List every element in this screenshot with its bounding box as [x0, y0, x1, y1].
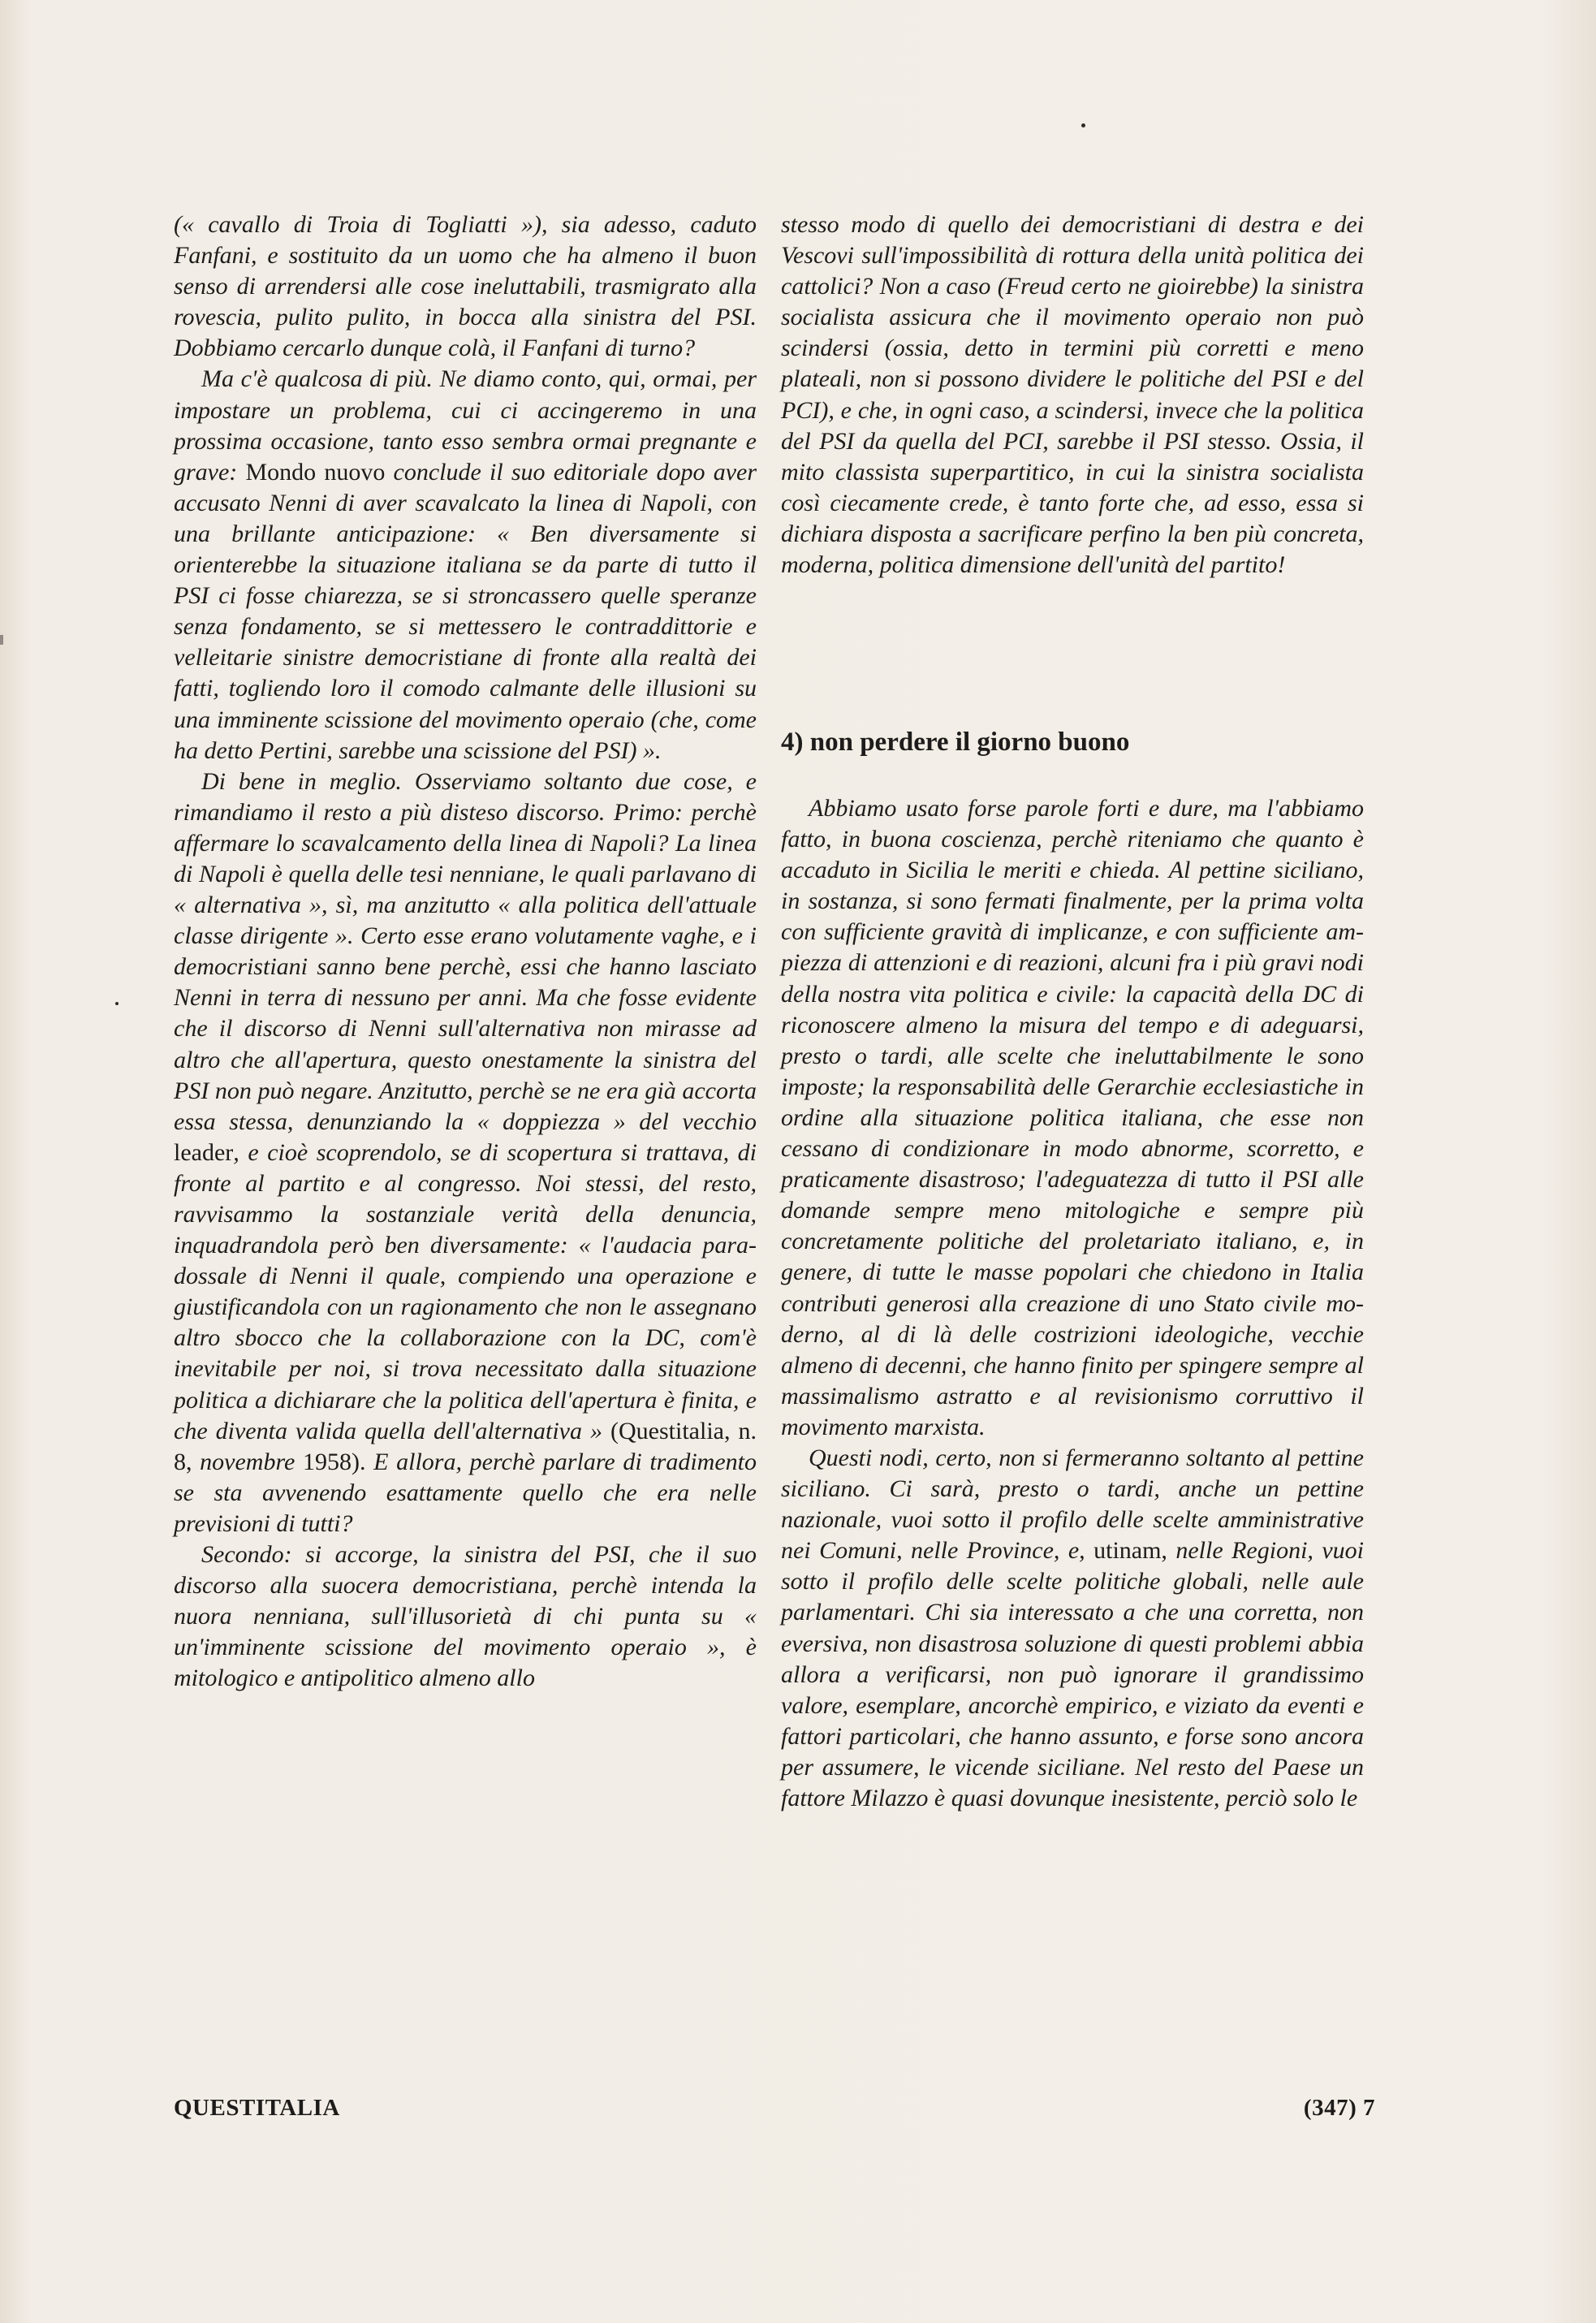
margin-mark: [0, 635, 3, 645]
left-column: [174, 209, 757, 1695]
ink-spot: [1081, 123, 1085, 127]
right-column-top: [781, 209, 1364, 581]
paragraph: Secondo: si accorge, la sinistra del PSI, che il suo discorso alla suocera democristiana, perchè intenda la nuora nenniana, sull'illusorietà di chi punta su « un'imminente scissione del movimento operaio », è mitologico e antipolitico almeno allo: [174, 1541, 757, 1692]
roman-text: leader: [174, 1138, 234, 1166]
roman-text: (Questitalia, n. 8,: [174, 1417, 757, 1475]
roman-text: 1958).: [303, 1448, 366, 1475]
ink-spot: [115, 1002, 119, 1005]
paragraph: Abbiamo usato forse parole forti e dure, ma l'abbiamo fatto, in buona coscienza, perchè riteniamo che quanto è accaduto in Sicilia le meriti e chieda. Al pettine siciliano, in sostanza, si sono fermati finalmente, per la prima volta con sufficiente gravità di implicanze, e con sufficiente ampiezza di attenzioni e di reazioni, alcuni fra i più gravi nodi della nostra vita politica e civile: la capacità della DC di riconoscere almeno la misura del tempo e di adeguarsi, presto o tardi, alle scelte che ineluttabilmente le sono imposte; la responsabilità delle Gerarchie ecclesiastiche in ordine alla situazione politica italiana, che esse non cessano di condizionare in modo abnorme, scorretto, e praticamente disastroso; l'adeguatezza di tutto il PSI alle domande sempre meno mitologiche e sempre più concretamente politiche del proletariato italiano, e, in genere, di tutte le masse popolari che chiedono in Italia contributi generosi alla creazione di uno Stato civile moderno, al di là delle costrizioni ideologiche, vecchie almeno di decenni, che hanno finito per spingere sempre al massimalismo astratto e al revisionismo corruttivo il movimento marxista.: [781, 795, 1364, 1440]
paragraph: stesso modo di quello dei democristiani di destra e dei Vescovi sull'impossibilità di rottura della unità politica dei cattolici? Non a caso (Freud certo ne gioirebbe) la sinistra socialista assicura che il movimento operaio non può scindersi (ossia, detto in termini più corretti e meno plateali, non si possono dividere le politiche del PSI e del PCI), e che, in ogni caso, a scindersi, invece che la politica del PSI da quella del PCI, sarebbe il PSI stesso. Ossia, il mito classista superpartitico, in cui la sinistra socialista così ciecamente crede, è tanto forte che, ad esso, essa si dichiara disposta a sacrificare perfino la ben più concreta, moderna, politica dimensione dell'unità del partito!: [781, 211, 1364, 579]
section-heading: 4) non perdere il giorno buono: [781, 728, 1130, 757]
paragraph: Questi nodi, certo, non si fermeranno soltanto al pettine siciliano. Ci sarà, presto o tardi, anche un pettine nazionale, vuoi sotto il profilo delle scelte amministrative nei Comuni, nelle Province, e, utinam, nelle Regioni, vuoi sotto il profilo delle scelte politiche globali, nelle aule parlamentari. Chi sia interessato a che una corretta, non eversiva, non disastrosa soluzione di questi problemi abbia allora a verificarsi, non può ignorare il grandissimo valore, esemplare, ancorchè empirico, e viziato da eventi e fattori particolari, che hanno assunto, e forse sono ancora per assumere, le vicende siciliane. Nel resto del Paese un fattore Milazzo è quasi dovunque inesistente, perciò solo le: [781, 1444, 1364, 1811]
page-number: (347) 7: [1303, 2095, 1375, 2121]
paragraph: (« cavallo di Troia di Togliatti »), sia adesso, caduto Fanfani, e sostituito da un uomo che ha almeno il buon senso di arrendersi alle cose ineluttabili, trasmigrato alla rovescia, pulito pulito, in bocca alla sinistra del PSI. Dobbiamo cercarlo dunque colà, il Fanfani di turno?: [174, 211, 757, 362]
paragraph: Di bene in meglio. Osserviamo soltanto due cose, e rimandiamo il resto a più disteso discorso. Primo: perchè affermare lo scavalcamento della linea di Napoli? La linea di Napoli è quella delle tesi nenniane, le quali parlavano di « alternativa », sì, ma anzitutto « alla politica dell'attuale classe dirigente ». Certo esse erano volutamente vaghe, e i democristiani sanno bene perchè, essi che hanno lasciato Nenni in terra di nessuno per anni. Ma che fosse evidente che il discorso di Nenni sull'alternativa non mirasse ad altro che all'apertura, questo onestamente la sinistra del PSI non può negare. Anzitutto, perchè se ne era già accorta essa stessa, denunziando la « doppiezza » del vecchio leader, e cioè scoprendolo, se di scopertura si trattava, di fronte al partito e al congresso. Noi stessi, del resto, ravvisammo la sostanziale verità della denuncia, inquadrandola però ben diversamente: « l'audacia paradossale di Nenni il quale, compiendo una operazione e giustificandola con un ragionamento che non le assegnano altro sbocco che la collaborazione con la DC, com'è inevitabile per noi, si trova necessitato dalla situazione politica a dichiarare che la politica dell'apertura è finita, e che diventa valida quella dell'alternativa » (Questitalia, n. 8, novembre 1958). E allora, perchè parlare di tradimento se sta avvenendo esattamente quello che era nelle previsioni di tutti?: [174, 767, 757, 1537]
roman-text: utinam,: [1093, 1537, 1167, 1565]
roman-text: Mondo nuovo: [245, 458, 386, 486]
publication-name: QUESTITALIA: [174, 2095, 340, 2121]
right-column-bottom: [781, 793, 1364, 1814]
paragraph: Ma c'è qualcosa di più. Ne diamo conto, qui, ormai, per impostare un problema, cui ci accingeremo in una prossima occasione, tanto esso sembra ormai pregnante e grave: Mondo nuovo conclude il suo editoriale dopo aver accusato Nenni di aver scavalcato la linea di Napoli, con una brillante anticipazione: « Ben diversamente si orienterebbe la situazione italiana se da parte di tutto il PSI ci fosse chiarezza, se si stroncassero quelle speranze senza fondamento, se si mettessero le contraddittorie e velleitarie sinistre democristiane di fronte alla realtà dei fatti, togliendo loro il comodo calmante delle illusioni su una imminente scissione del movimento operaio (che, come ha detto Pertini, sarebbe una scissione del PSI) ».: [174, 365, 757, 764]
